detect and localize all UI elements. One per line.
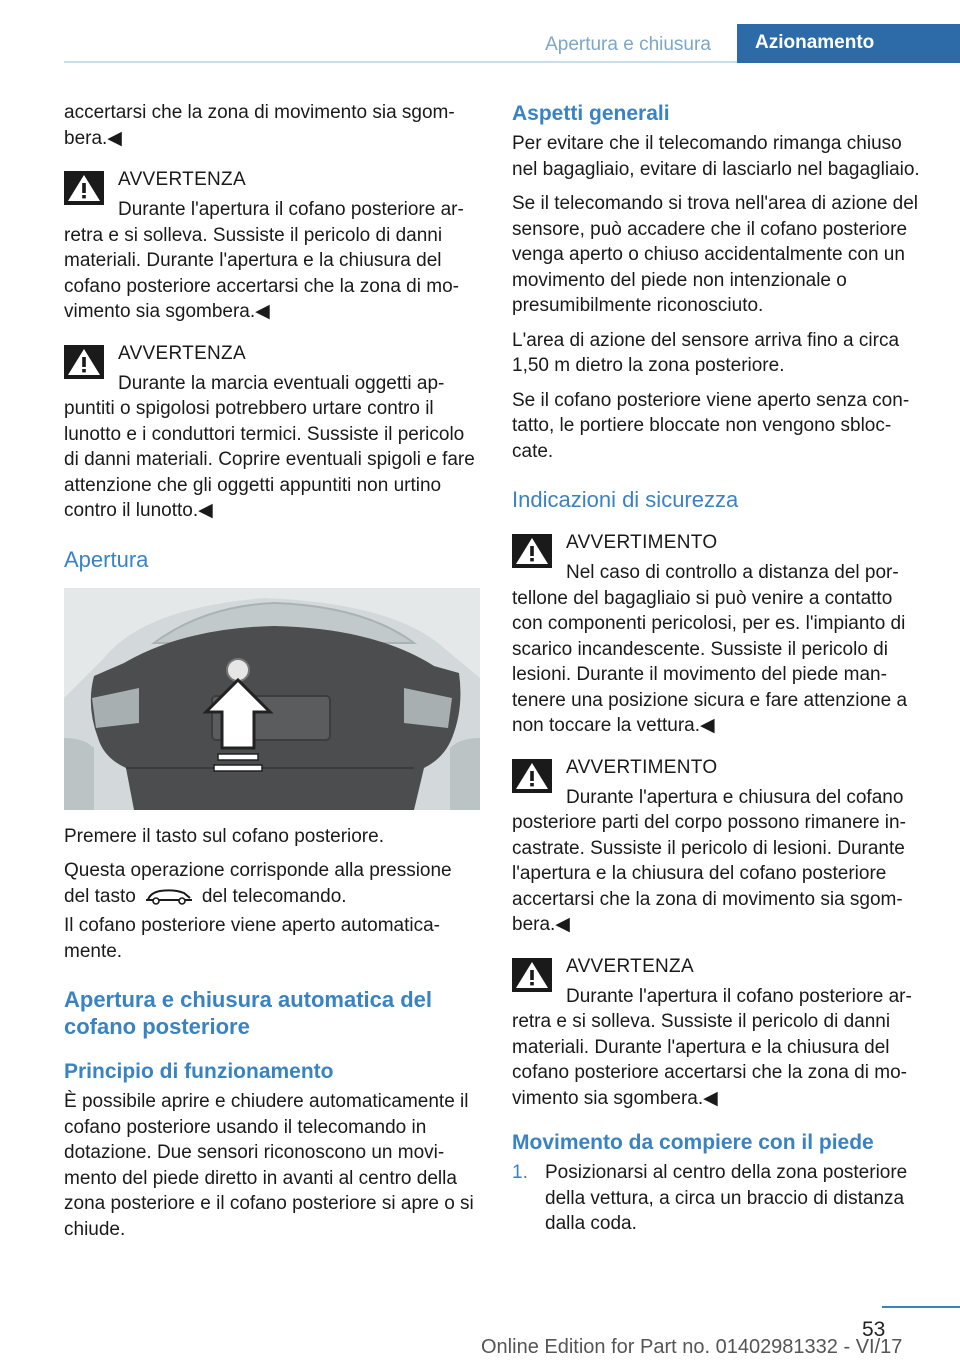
warning-title: AVVERTIMENTO [566, 756, 718, 778]
header-section-title: Apertura e chiusura [545, 34, 711, 55]
heading-aspetti: Aspetti generali [512, 102, 670, 125]
paragraph: L'area di azione del sensore arriva fino a circa 1,50 m dietro la zona posteriore. [512, 329, 900, 376]
heading-apertura-automatica: Apertura e chiusura automatica del cofano posteriore [64, 987, 432, 1039]
paragraph: Per evitare che il telecomando rimanga chiuso nel bagagliaio, evitare di lasciarlo nel bagagliaio. [512, 133, 920, 180]
warning-title: AVVERTENZA [566, 955, 694, 977]
edition-footer: Online Edition for Part no. 01402981332 - VI/17 [481, 1336, 903, 1358]
warning-block-3 [512, 530, 926, 739]
warning-text: Durante l'apertura il cofano posteriore arretra e si solleva. Sussiste il pericolo di danni materiali. Durante l'apertura e la chiusura del cofano posteriore accertarsi che la zona di movimento sia sgombera.◀ [64, 199, 464, 322]
warning-text: Durante la marcia eventuali oggetti appuntiti o spigolosi potrebbero urtare contro il lunotto e i conduttori termici. Sussiste il pericolo di danni materiali. Coprire eventuali spigoli e fare attenzione che gli oggetti appuntiti non urtino contro il lunotto.◀ [64, 372, 475, 521]
paragraph: Premere il tasto sul cofano posteriore. [64, 825, 384, 847]
warning-text: Durante l'apertura il cofano posteriore arretra e si solleva. Sussiste il pericolo di danni materiali. Durante l'apertura e la chiusura del cofano posteriore accertarsi che la zona di movimento sia sgombera.◀ [512, 985, 912, 1109]
warning-title: AVVERTIMENTO [566, 532, 718, 553]
paragraph [64, 858, 480, 909]
intro-text: accertarsi che la zona di movimento sia sgombera.◀ [64, 102, 455, 149]
warning-block-4 [512, 755, 926, 938]
warning-block-5 [512, 954, 926, 1112]
paragraph-part: Questa operazione corrisponde alla pressione del tasto [64, 860, 452, 907]
paragraph: È possibile aprire e chiudere automaticamente il cofano posteriore usando il telecomando in dotazione. Due sensori riconoscono un movimento del piede diretto in avanti al centro della zona posteriore e il cofano posteriore si apre o si chiude. [64, 1091, 474, 1240]
warning-text: Durante l'apertura e chiusura del cofano posteriore parti del corpo possono rimanere incastrate. Sussiste il pericolo di lesioni. Durante l'apertura e la chiusura del cofano posteriore accertarsi che la zona di movimento sia sgombera.◀ [512, 786, 906, 935]
heading-apertura: Apertura [64, 546, 149, 572]
steps-list [512, 1160, 926, 1237]
warning-title: AVVERTENZA [118, 342, 246, 364]
header-chapter-tab: Azionamento [737, 24, 960, 63]
footer-rule [882, 1306, 960, 1308]
step-number: 1. [512, 1162, 528, 1183]
left-column [64, 100, 480, 1251]
right-column [512, 100, 926, 1237]
warning-block-2 [64, 341, 480, 524]
paragraph: Il cofano posteriore viene aperto automaticamente. [64, 915, 440, 962]
list-item [512, 1160, 926, 1237]
paragraph: Se il cofano posteriore viene aperto senza contatto, le portiere bloccate non vengono sbloccate. [512, 389, 910, 462]
heading-principio: Principio di funzionamento [64, 1060, 334, 1083]
warning-triangle-icon [512, 759, 552, 793]
warning-triangle-icon [64, 345, 104, 379]
warning-triangle-icon [64, 171, 104, 205]
warning-triangle-icon [512, 958, 552, 992]
tailgate-illustration [64, 588, 480, 810]
warning-title: AVVERTENZA [118, 169, 246, 190]
warning-triangle-icon [512, 534, 552, 568]
car-rear-illustration [64, 588, 480, 810]
paragraph-part: del telecomando. [201, 885, 347, 907]
page-number: 53 [862, 1318, 886, 1341]
heading-movimento: Movimento da compiere con il piede [512, 1131, 874, 1154]
paragraph: Se il telecomando si trova nell'area di azione del sensore, può accadere che il cofano posteriore venga aperto o chiuso accidentalmente con un movimento del piede non intenzionale o presumibilmente riconosciuto. [512, 193, 919, 316]
heading-sicurezza: Indicazioni di sicurezza [512, 487, 739, 512]
warning-text: Nel caso di controllo a distanza del portellone del bagagliaio si può venire a contatto con componenti pericolosi, per es. l'impianto di scarico incandescente. Sussiste il pericolo di lesioni. Durante il movimento del piede mantenere una posizione sicura e fare attenzione a non toccare la vettura.◀ [512, 562, 908, 736]
warning-block-1 [64, 167, 480, 325]
step-text: Posizionarsi al centro della zona posteriore della vettura, a circa un braccio di distanza dalla coda. [545, 1162, 908, 1234]
tailgate-key-icon [144, 887, 194, 905]
